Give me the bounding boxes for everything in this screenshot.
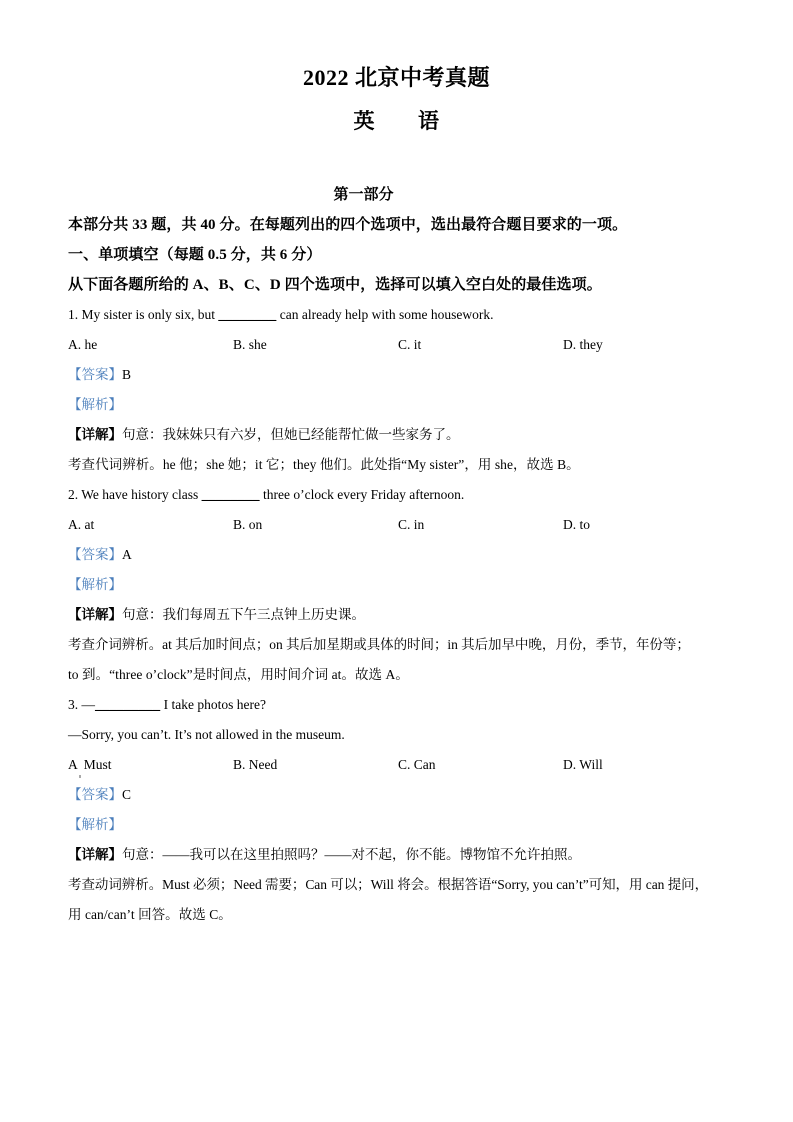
answer-line <box>68 780 739 810</box>
option-b[interactable]: B. on <box>233 517 263 532</box>
question-stem <box>68 480 739 510</box>
detail-line <box>68 600 739 630</box>
detail-line <box>68 420 739 450</box>
answer-blank: ________ <box>218 307 277 322</box>
question-stem <box>68 690 739 720</box>
question-block <box>68 300 739 480</box>
detail-label: 【详解】 <box>68 427 122 442</box>
question-stem-prefix: 3. — <box>68 697 95 712</box>
answer-line <box>68 540 739 570</box>
question-stem-prefix: 1. My sister is only six, but <box>68 307 219 322</box>
option-a[interactable]: A Must <box>68 757 112 772</box>
answer-blank: ________ <box>201 487 260 502</box>
answer-value: B <box>122 367 132 382</box>
answer-blank: _________ <box>95 697 161 712</box>
detail-label: 【详解】 <box>68 607 122 622</box>
option-a[interactable]: A. at <box>68 517 95 532</box>
question-stem-suffix: three o’clock every Friday afternoon. <box>259 487 465 502</box>
detail-text: 句意：我妹妹只有六岁，但她已经能帮忙做一些家务了。 <box>122 427 460 442</box>
analysis-label: 【解析】 <box>68 577 122 592</box>
analysis-line <box>68 570 739 600</box>
explanation-line: 考查代词辨析。he 他；she 她；it 它；they 他们。此处指“My sister”，用 she，故选 B。 <box>68 457 580 472</box>
option-c[interactable]: C. it <box>398 337 422 352</box>
option-c[interactable]: C. in <box>398 517 425 532</box>
document-body <box>0 135 793 930</box>
answer-label: 【答案】 <box>68 547 122 562</box>
analysis-label: 【解析】 <box>68 817 122 832</box>
option-b[interactable]: B. she <box>233 337 267 352</box>
part-instruction-scoring: 本部分共 33 题，共 40 分。在每题列出的四个选项中，选出最符合题目要求的一项。 <box>68 217 628 233</box>
detail-text: 句意：——我可以在这里拍照吗？——对不起，你不能。博物馆不允许拍照。 <box>122 847 581 862</box>
detail-label: 【详解】 <box>68 847 122 862</box>
option-row <box>68 510 739 540</box>
option-d[interactable]: D. to <box>563 517 590 532</box>
explanation-line: to 到。“three o’clock”是时间点，用时间介词 at。故选 A。 <box>68 667 409 682</box>
question-block <box>68 480 739 690</box>
part-instruction-directions: 从下面各题所给的 A、B、C、D 四个选项中，选择可以填入空白处的最佳选项。 <box>68 277 602 293</box>
detail-line <box>68 840 739 870</box>
document-title: 2022 北京中考真题 <box>302 65 490 90</box>
question-stem <box>68 300 739 330</box>
option-d[interactable]: D. they <box>563 337 603 352</box>
question-stem-prefix: 2. We have history class <box>68 487 202 502</box>
analysis-line <box>68 390 739 420</box>
option-d[interactable]: D. Will <box>563 757 603 772</box>
question-stem-reply: —Sorry, you can’t. It’s not allowed in the museum. <box>68 727 345 742</box>
answer-value: A <box>122 547 132 562</box>
question-stem-suffix: can already help with some housework. <box>276 307 494 322</box>
option-row <box>68 750 739 780</box>
part-heading: 第一部分 <box>333 187 394 203</box>
answer-label: 【答案】 <box>68 367 122 382</box>
part-instruction-section-title: 一、单项填空（每题 0.5 分，共 6 分） <box>68 247 322 263</box>
answer-label: 【答案】 <box>68 787 122 802</box>
option-b[interactable]: B. Need <box>233 757 278 772</box>
detail-text: 句意：我们每周五下午三点钟上历史课。 <box>122 607 365 622</box>
explanation-line: 考查介词辨析。at 其后加时间点；on 其后加星期或具体的时间；in 其后加早中晚，月份，季节，年份等； <box>68 637 690 652</box>
option-row <box>68 330 739 360</box>
question-block <box>68 690 739 930</box>
option-c[interactable]: C. Can <box>398 757 436 772</box>
question-stem-suffix: I take photos here? <box>160 697 266 712</box>
analysis-line <box>68 810 739 840</box>
explanation-line: 用 can/can’t 回答。故选 C。 <box>68 907 232 922</box>
document-subtitle: 英 语 <box>353 109 440 133</box>
answer-value: C <box>122 787 132 802</box>
answer-line <box>68 360 739 390</box>
explanation-line: 考查动词辨析。Must 必须；Need 需要；Can 可以；Will 将会。根据答语“Sorry, you can’t”可知，用 can 提问， <box>68 877 709 892</box>
option-a[interactable]: A. he <box>68 337 98 352</box>
analysis-label: 【解析】 <box>68 397 122 412</box>
